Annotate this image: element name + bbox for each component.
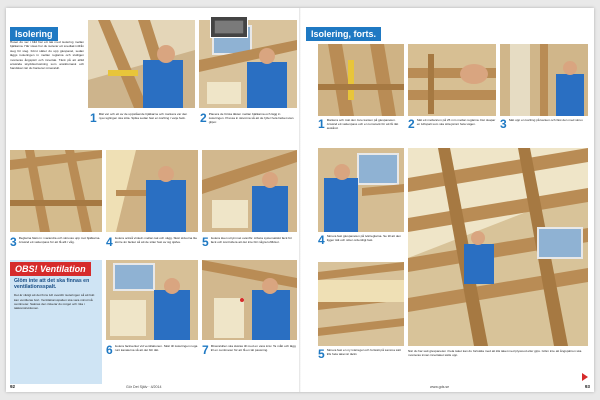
- step-3-number: 3: [10, 235, 17, 249]
- step-5-number: 5: [202, 235, 209, 249]
- step-6-text: Isolera fackverket vid ventilationen. Skär till isoleringen noga runt kanalerna så att det blir tätt.: [114, 344, 198, 353]
- step-4-number: 4: [106, 235, 113, 249]
- obs-text: Det är viktigt att det finns luft ovanför isoleringen så att fukt kan ventileras bort. Ventilationsspalten ska vara minst två centimeter. Saknas den riskerar du mögel och röta i takkonstruktionen.: [14, 293, 95, 311]
- left-page-number: 92: [10, 384, 16, 389]
- r-step-2-caption: [408, 118, 496, 129]
- r-step-4-number: 4: [318, 233, 325, 247]
- r-step-1-text: Markera och mät den övre kanten på glespanelen. Använd ett vattenpass och en tumstock för att få rätt avstånd.: [326, 118, 399, 131]
- step-7-number: 7: [202, 343, 209, 357]
- r-step-1-number: 1: [318, 117, 325, 131]
- intro-text: Huset du ser i bild har ett tak med isolering mellan bjälkarna. Här visas hur du isolerar ett snedtak inifrån steg för steg. Först sätter du upp glespanel, sedan läggs isoleringen in mellan reglarna och slutligen monteras ångspärr och innertak. Tänk på att alltid använda skyddsutrustning som ansiktsmask och handskar när du hanterar mineralull.: [10, 40, 84, 71]
- step-6-caption: [106, 344, 198, 355]
- step-2-number: 2: [200, 111, 207, 125]
- step-2-caption: [200, 112, 296, 125]
- step-1-text: Mät var och ett av de uppstående bjälkarna och markera var den nya reglingen ska sitta. Spika sedan fast en kortling i varje fack.: [98, 112, 188, 121]
- step-3-text: Reglarna fästs in i varandra och skruvas upp mot bjälkarna. Använd ett vattenpass för att få allt i våg.: [18, 236, 101, 245]
- step-4-text: Isolera också vinkeln mellan tak och vägg. Skär skivorna lite större än facket så att de sitter fast av sig själva.: [114, 236, 198, 245]
- photo-r-step-4: [318, 148, 404, 232]
- r-step-3-number: 3: [500, 117, 507, 131]
- r-step-4-text: Skruva fast glespanelen på tvärreglarna. Se till att den ligger tätt och sitter ordentligt fast.: [326, 234, 401, 243]
- r-step-4-caption: [318, 234, 404, 245]
- right-page-heading: Isolering, forts.: [306, 27, 381, 41]
- photo-r-step-2: [408, 44, 496, 116]
- step-5-caption: [202, 236, 297, 247]
- step-1-caption: [90, 112, 192, 123]
- r-step-5-caption: [318, 348, 404, 359]
- photo-step-4: [106, 150, 198, 232]
- photo-inset: [210, 16, 248, 38]
- r-step-5-number: 5: [318, 347, 325, 361]
- r-step-3-text: Sätt upp en kortling på kanten och fäst den med skruv.: [508, 118, 584, 122]
- right-page: [300, 8, 594, 392]
- right-page-footer: www.gds.se: [430, 385, 450, 389]
- step-6-number: 6: [106, 343, 113, 357]
- photo-r-step-1: [318, 44, 404, 116]
- highlight-marker: [240, 298, 244, 302]
- photo-step-1: [88, 20, 195, 108]
- r-step-3-caption: [500, 118, 588, 129]
- photo-step-5: [202, 150, 297, 232]
- r-step-2-text: Sätt ett mellanrum på 25 mm mellan reglarna. Det skapar en luftspalt som ska sitta jämnt hela vägen.: [416, 118, 496, 127]
- photo-final: [408, 148, 588, 346]
- step-7-caption: [202, 344, 297, 355]
- step-2-text: Placera de första läkten mellan bjälkarna och lägg in isoleringen. Pressa in skivorna så att de fyller hela facket utan glipor.: [208, 112, 294, 125]
- r-step-1-caption: [318, 118, 404, 131]
- page-gutter: [299, 8, 301, 392]
- r-step-5-text: Skruva fast en ny tvärregel och fortsätt på samma sätt tills hela taket är täckt.: [326, 348, 401, 357]
- magazine-spread: [6, 8, 594, 392]
- photo-step-3: [10, 150, 102, 232]
- photo-r-step-5: [318, 262, 404, 346]
- next-page-arrow-icon: [582, 373, 588, 381]
- obs-title: OBS! Ventilation: [10, 262, 91, 276]
- step-4-caption: [106, 236, 198, 247]
- obs-content: [14, 278, 98, 382]
- photo-r-step-3: [500, 44, 588, 116]
- photo-step-6: [106, 260, 198, 340]
- right-page-number: 93: [584, 384, 590, 389]
- photo-step-7: [202, 260, 297, 340]
- left-page-heading: Isolering: [10, 27, 58, 41]
- obs-lead: Glöm inte att det ska finnas en ventilationsspalt.: [14, 278, 90, 291]
- left-page-footer: Gör Det Själv · 4/2014: [126, 385, 162, 389]
- step-3-caption: [10, 236, 102, 247]
- step-7-text: Mineralullen ska skäras till med en vass kniv. Ta mått och lägg till en centimeter för att få en tät passning.: [210, 344, 296, 353]
- step-1-number: 1: [90, 111, 97, 125]
- final-caption: När du har satt glespanelen i hela taket kan du fortsätta med att klä taket med plywood eller gips. Glöm inte att ångspärren ska monteras innan innertaket sätts upp.: [408, 349, 582, 358]
- step-5-text: Isolera även utrymmet ovanför. Arbeta systematiskt fack för fack och kontrollera att det inte blir några luftfickor.: [210, 236, 292, 245]
- r-step-2-number: 2: [408, 117, 415, 131]
- left-page: [6, 8, 300, 392]
